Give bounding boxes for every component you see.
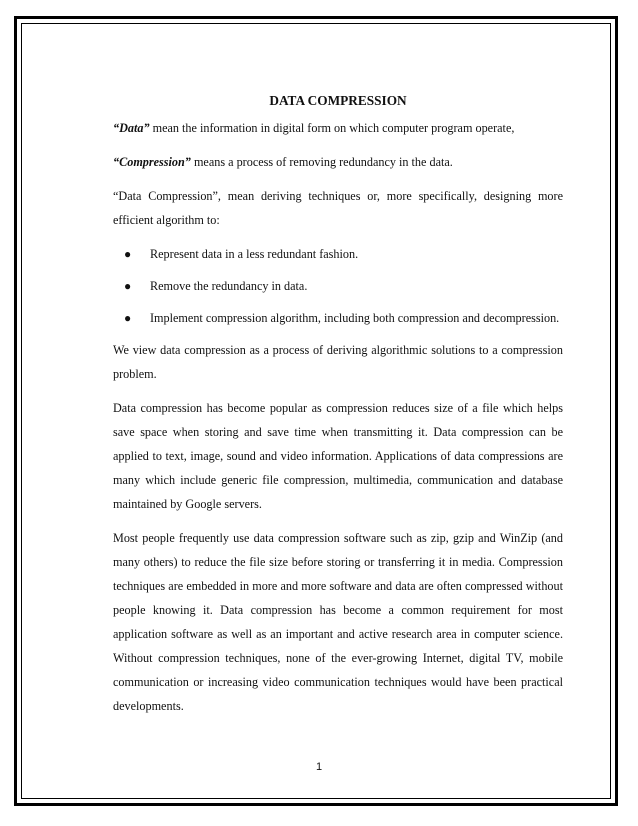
intro-paragraph: “Data Compression”, mean deriving techniques or, more specifically, designing more efficient algorithm to: (113, 189, 563, 227)
body-paragraph: Most people frequently use data compression software such as zip, gzip and WinZip (and many others) to reduce the file size before storing or transferring it in media. Compression techniques are embedded in more and more software and data are often compressed without people knowing it. Data compression has become a common requirement for most application software as well as an important and active research area in computer science. Without compression techniques, none of the ever-growing Internet, digital TV, mobile communication or increasing video communication techniques would have been practical developments. (113, 531, 563, 713)
definition-compression (113, 150, 563, 174)
definition-term: “Compression” (113, 155, 191, 169)
document-body (113, 89, 563, 728)
list-item-text: Implement compression algorithm, including both compression and decompression. (150, 311, 560, 325)
bullet-icon: ● (124, 311, 132, 325)
list-item-text: Remove the redundancy in data. (150, 279, 308, 293)
body-paragraph: Data compression has become popular as compression reduces size of a file which helps save space when storing and save time when transmitting it. Data compression can be applied to text, image, sound and video information. Applications of data compressions are many which include generic file compression, multimedia, communication and database maintained by Google servers. (113, 401, 563, 511)
definition-text: mean the information in digital form on which computer program operate, (149, 121, 515, 135)
list-item-text: Represent data in a less redundant fashion. (150, 247, 359, 261)
definition-text: means a process of removing redundancy in the data. (190, 155, 453, 169)
definition-term: “Data” (113, 121, 150, 135)
page-number: 1 (315, 761, 323, 773)
document-title: DATA COMPRESSION (269, 93, 407, 108)
definition-data (113, 116, 563, 140)
list-item (124, 306, 563, 330)
list-item (124, 242, 563, 266)
bullet-icon: ● (124, 247, 132, 261)
body-paragraph: We view data compression as a process of deriving algorithmic solutions to a compression problem. (113, 343, 563, 381)
bullet-list (113, 242, 563, 330)
list-item (124, 274, 563, 298)
bullet-icon: ● (124, 279, 132, 293)
